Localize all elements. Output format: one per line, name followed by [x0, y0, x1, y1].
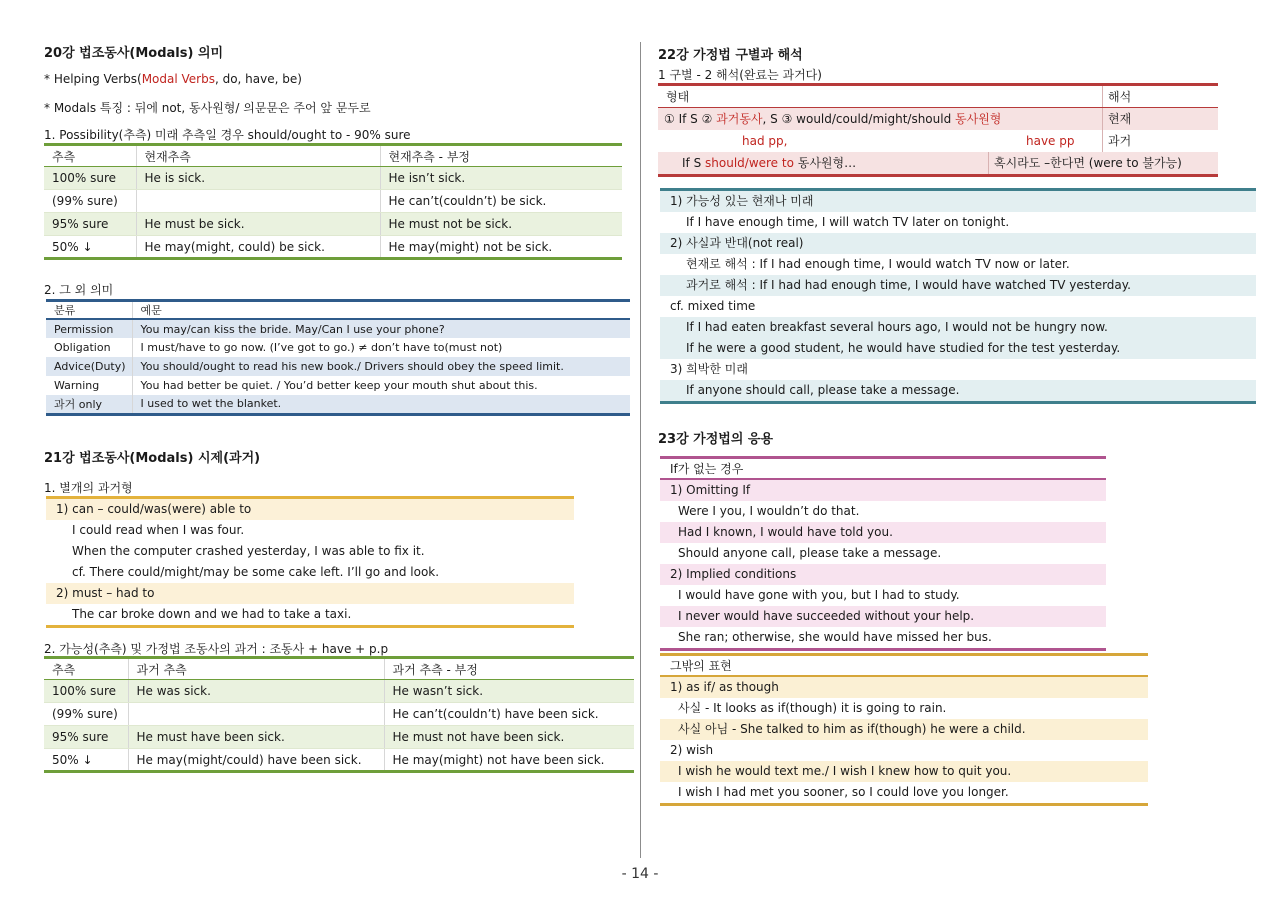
- list-item: I never would have succeeded without your help.: [660, 606, 1106, 627]
- other-expressions-box: [660, 653, 1148, 806]
- table-cell: You had better be quiet. / You’d better keep your mouth shut about this.: [132, 376, 630, 395]
- list-item: 현재로 해석 : If I had enough time, I would watch TV now or later.: [686, 257, 1070, 271]
- list-item: I could read when I was four.: [72, 523, 245, 537]
- list-item: 2) must – had to: [46, 583, 574, 604]
- list-item: If anyone should call, please take a message.: [660, 380, 1256, 401]
- list-item: I would have gone with you, but I had to study.: [678, 588, 960, 602]
- list-item: If I have enough time, I will watch TV later on tonight.: [686, 215, 1010, 229]
- form-part: 동사원형…: [793, 156, 857, 170]
- table-row: [46, 395, 630, 414]
- no-if-box: [660, 456, 1106, 651]
- table-cell: He must not have been sick.: [384, 726, 634, 749]
- list-item: 1) as if/ as though: [660, 677, 1148, 698]
- list-item: 2) wish: [670, 743, 714, 757]
- lesson21-title: 21강 법조동사(Modals) 시제(과거): [44, 451, 261, 466]
- form-red-part: 동사원형: [955, 112, 1002, 126]
- table-header: 추측: [44, 145, 136, 167]
- column-divider: [640, 42, 641, 858]
- list-item: 1) Omitting If: [660, 480, 1106, 501]
- table-cell: Advice(Duty): [46, 357, 132, 376]
- list-item: 사실 - It looks as if(though) it is going to rain.: [678, 701, 947, 715]
- table-row: [44, 167, 622, 190]
- table-row: [44, 703, 634, 726]
- list-item: cf. There could/might/may be some cake left. I’ll go and look.: [72, 565, 440, 579]
- table-header-row: [46, 301, 630, 320]
- table-cell: He must be sick.: [136, 213, 380, 236]
- table-row: [44, 236, 622, 259]
- table-cell: He must not be sick.: [380, 213, 622, 236]
- table-row: [658, 152, 1218, 174]
- table-cell: (99% sure): [44, 703, 128, 726]
- table-cell: [128, 703, 384, 726]
- table-cell: He may(might, could) be sick.: [136, 236, 380, 259]
- form-part: , S ③ would/could/might/should: [762, 112, 956, 126]
- table-header-row: [44, 658, 634, 680]
- table-cell: Obligation: [54, 341, 111, 354]
- table-cell: He is sick.: [136, 167, 380, 190]
- table-row: [658, 108, 1218, 130]
- list-item: 1) can – could/was(were) able to: [46, 499, 574, 520]
- table-header: 예문: [132, 301, 630, 320]
- column-line: [1102, 130, 1103, 152]
- table-header: 분류: [46, 301, 132, 320]
- bullet1-red: Modal Verbs: [141, 72, 215, 86]
- table-row: [46, 338, 630, 357]
- table-row: [44, 680, 634, 703]
- table-cell: He isn’t sick.: [380, 167, 622, 190]
- table-row: [46, 357, 630, 376]
- list-item: 1) 가능성 있는 현재나 미래: [660, 191, 1256, 212]
- table-cell: You should/ought to read his new book./ Drivers should obey the speed limit.: [132, 357, 630, 376]
- perfect-modals-heading: 2. 가능성(추측) 및 가정법 조동사의 과거 : 조동사 + have + p.p: [44, 642, 389, 656]
- form-part: ① If S ②: [664, 112, 717, 126]
- table-cell: He wasn’t sick.: [384, 680, 634, 703]
- table-cell: Warning: [54, 379, 100, 392]
- table-header: 추측: [44, 658, 128, 680]
- table-cell: He can’t(couldn’t) have been sick.: [384, 703, 634, 726]
- column-line: [988, 152, 989, 174]
- table-header-row: [44, 145, 622, 167]
- conditional-examples-box: [660, 188, 1256, 404]
- table-cell: I used to wet the blanket.: [132, 395, 630, 414]
- table-cell: He must have been sick.: [128, 726, 384, 749]
- table-cell: 100% sure: [44, 680, 128, 703]
- list-item: I wish he would text me./ I wish I knew how to quit you.: [660, 761, 1148, 782]
- form-red-part: have pp: [1026, 134, 1075, 148]
- list-item: If he were a good student, he would have studied for the test yesterday.: [660, 338, 1256, 359]
- list-item: 2) 사실과 반대(not real): [660, 233, 1256, 254]
- form-red-part: should/were to: [705, 156, 794, 170]
- list-item: Had I known, I would have told you.: [660, 522, 1106, 543]
- table-cell: (99% sure): [44, 190, 136, 213]
- table-row: [658, 130, 1218, 152]
- bullet1-text: * Helping Verbs(: [44, 72, 142, 86]
- form-red-part: 과거동사: [716, 112, 763, 126]
- form-future: [682, 152, 856, 174]
- form-part: If S: [682, 156, 706, 170]
- list-item: 과거로 해석 : If I had had enough time, I would have watched TV yesterday.: [660, 275, 1256, 296]
- table-cell: 95% sure: [44, 213, 136, 236]
- table-row: [46, 376, 630, 395]
- table-header: 현재추측 - 부정: [380, 145, 622, 167]
- table-cell: He can’t(couldn’t) be sick.: [380, 190, 622, 213]
- meaning-cell: 혹시라도 –한다면 (were to 불가능): [994, 156, 1182, 170]
- list-item: The car broke down and we had to take a taxi.: [72, 607, 352, 621]
- lesson22-subtitle: 1 구별 - 2 해석(완료는 과거다): [658, 68, 822, 82]
- helping-verbs-bullet: [44, 72, 302, 86]
- meaning-cell: 과거: [1108, 134, 1132, 148]
- table-header: 해석: [1108, 90, 1132, 104]
- table-row: [44, 726, 634, 749]
- table-cell: 과거 only: [46, 395, 132, 414]
- table-cell: [136, 190, 380, 213]
- table-header: 과거 추측 - 부정: [384, 658, 634, 680]
- list-item: Should anyone call, please take a message.: [678, 546, 942, 560]
- list-item: 2) Implied conditions: [660, 564, 1106, 585]
- meaning-cell: 현재: [1108, 112, 1132, 126]
- table-header: 형태: [666, 90, 690, 104]
- lesson20-title: 20강 법조동사(Modals) 의미: [44, 46, 224, 61]
- table-row: [46, 319, 630, 338]
- bullet1-tail: , do, have, be): [214, 72, 302, 86]
- section-heading: 그밖의 표현: [660, 656, 1148, 677]
- past-forms-heading: 1. 별개의 과거형: [44, 481, 133, 495]
- table-header-row: [658, 86, 1218, 108]
- table-cell: Permission: [46, 319, 132, 338]
- list-item: Were I you, I wouldn’t do that.: [678, 504, 860, 518]
- table-cell: He was sick.: [128, 680, 384, 703]
- section-heading: If가 없는 경우: [660, 459, 1106, 480]
- table-cell: 100% sure: [44, 167, 136, 190]
- table-cell: 95% sure: [44, 726, 128, 749]
- table-row: [44, 190, 622, 213]
- other-meanings-heading: 2. 그 외 의미: [44, 283, 114, 297]
- past-forms-box: [46, 496, 574, 628]
- table-header: 현재추측: [136, 145, 380, 167]
- perfect-modals-table: [44, 656, 634, 773]
- table-cell: He may(might) not be sick.: [380, 236, 622, 259]
- list-item: 3) 희박한 미래: [670, 362, 748, 376]
- conditional-forms-table: [658, 83, 1218, 177]
- list-item: cf. mixed time: [670, 299, 756, 313]
- list-item: When the computer crashed yesterday, I was able to fix it.: [72, 544, 425, 558]
- page-number: - 14 -: [621, 866, 659, 882]
- column-line: [1102, 108, 1103, 130]
- list-item: She ran; otherwise, she would have missed her bus.: [678, 630, 992, 644]
- form-present: [664, 108, 1001, 130]
- possibility-heading: 1. Possibility(추측) 미래 추측일 경우 should/ought to - 90% sure: [44, 128, 411, 142]
- column-line: [1102, 86, 1103, 107]
- table-row: [44, 749, 634, 772]
- list-item: I wish I had met you sooner, so I could love you longer.: [678, 785, 1009, 799]
- lesson22-title: 22강 가정법 구별과 해석: [658, 48, 803, 63]
- modals-features-bullet: * Modals 특징 : 뒤에 not, 동사원형/ 의문문은 주어 앞 문두로: [44, 101, 371, 115]
- other-meanings-table: [46, 299, 630, 416]
- form-red-part: had pp,: [742, 134, 788, 148]
- lesson23-title: 23강 가정법의 응용: [658, 432, 774, 447]
- table-header: 과거 추측: [128, 658, 384, 680]
- table-cell: 50% ↓: [44, 236, 136, 259]
- table-cell: 50% ↓: [44, 749, 128, 772]
- table-cell: I must/have to go now. (I’ve got to go.) ≠ don’t have to(must not): [132, 338, 630, 357]
- table-cell: You may/can kiss the bride. May/Can I use your phone?: [132, 319, 630, 338]
- possibility-table: [44, 143, 622, 260]
- list-item: If I had eaten breakfast several hours ago, I would not be hungry now.: [660, 317, 1256, 338]
- table-cell: He may(might) not have been sick.: [384, 749, 634, 772]
- table-cell: He may(might/could) have been sick.: [128, 749, 384, 772]
- list-item: 사실 아님 - She talked to him as if(though) he were a child.: [660, 719, 1148, 740]
- table-row: [44, 213, 622, 236]
